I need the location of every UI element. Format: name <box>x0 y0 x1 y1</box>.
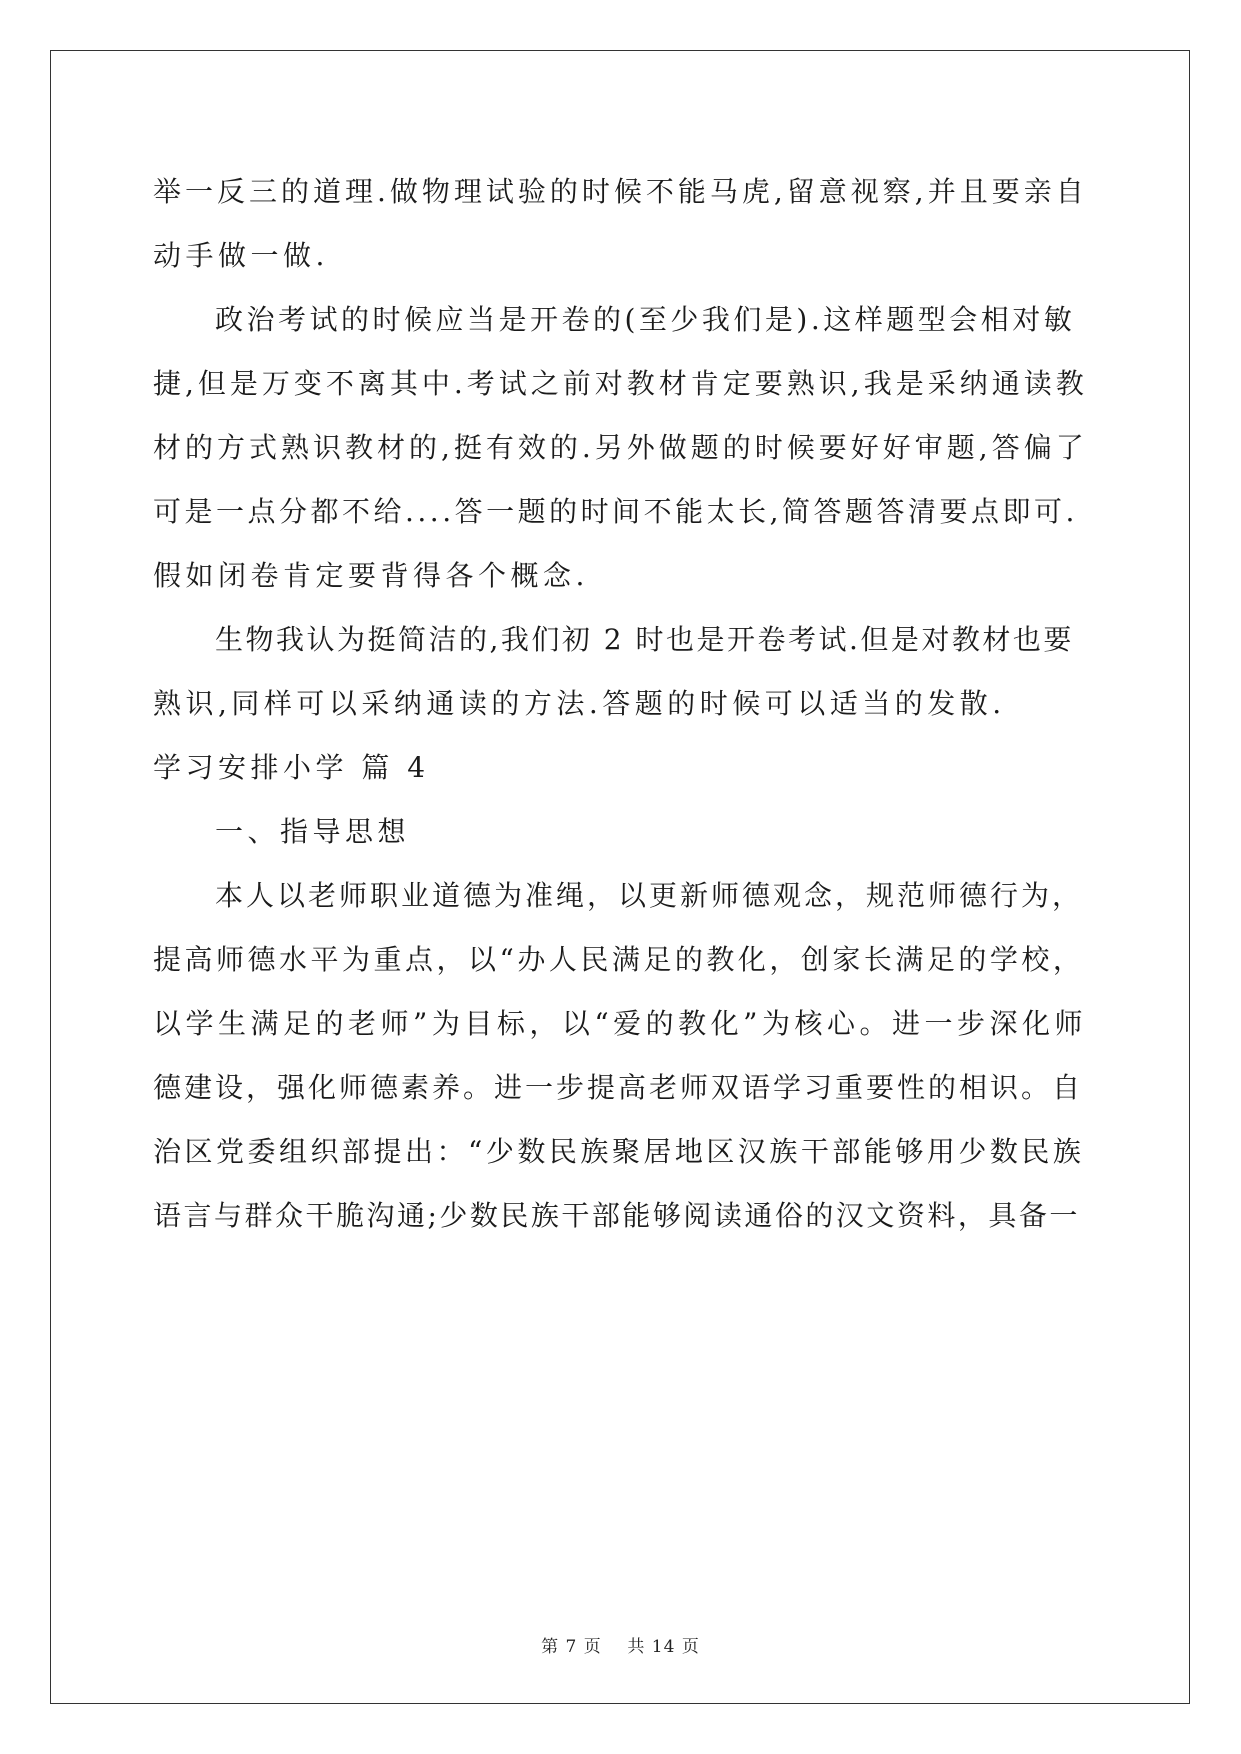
text-line-12: 本人以老师职业道德为准绳，以更新师德观念，规范师德行为， <box>215 879 1084 912</box>
section-heading: 学习安排小学 篇 4 <box>153 751 430 784</box>
text-line-3: 政治考试的时候应当是开卷的(至少我们是).这样题型会相对敏 <box>215 303 1076 336</box>
text-line-13: 提高师德水平为重点，以“办人民满足的教化，创家长满足的学校， <box>153 943 1085 976</box>
text-line-7: 假如闭卷肯定要背得各个概念. <box>153 559 589 592</box>
text-line-9: 熟识,同样可以采纳通读的方法.答题的时候可以适当的发散. <box>153 687 1006 720</box>
text-line-5: 材的方式熟识教材的,挺有效的.另外做题的时候要好好审题,答偏了 <box>153 431 1088 464</box>
text-line-1: 举一反三的道理.做物理试验的时候不能马虎,留意视察,并且要亲自 <box>153 175 1088 208</box>
text-line-4: 捷,但是万变不离其中.考试之前对教材肯定要熟识,我是采纳通读教 <box>153 367 1088 400</box>
text-line-14: 以学生满足的老师”为目标，以“爱的教化”为核心。进一步深化师 <box>153 1007 1087 1040</box>
text-line-16: 治区党委组织部提出：“少数民族聚居地区汉族干部能够用少数民族 <box>153 1135 1085 1168</box>
text-line-8: 生物我认为挺简洁的,我们初 2 时也是开卷考试.但是对教材也要 <box>215 623 1074 656</box>
document-body <box>153 160 1088 1248</box>
text-line-17: 语言与群众干脆沟通;少数民族干部能够阅读通俗的汉文资料，具备一 <box>153 1199 1080 1232</box>
page-footer <box>0 1632 1241 1657</box>
text-line-2: 动手做一做. <box>153 239 329 272</box>
text-line-15: 德建设，强化师德素养。进一步提高老师双语学习重要性的相识。自 <box>153 1071 1084 1104</box>
page-number-label: 第 7 页 共 14 页 <box>541 1637 700 1657</box>
text-line-6: 可是一点分都不给....答一题的时间不能太长,简答题答清要点即可. <box>153 495 1078 528</box>
subsection-heading: 一、指导思想 <box>215 815 411 848</box>
